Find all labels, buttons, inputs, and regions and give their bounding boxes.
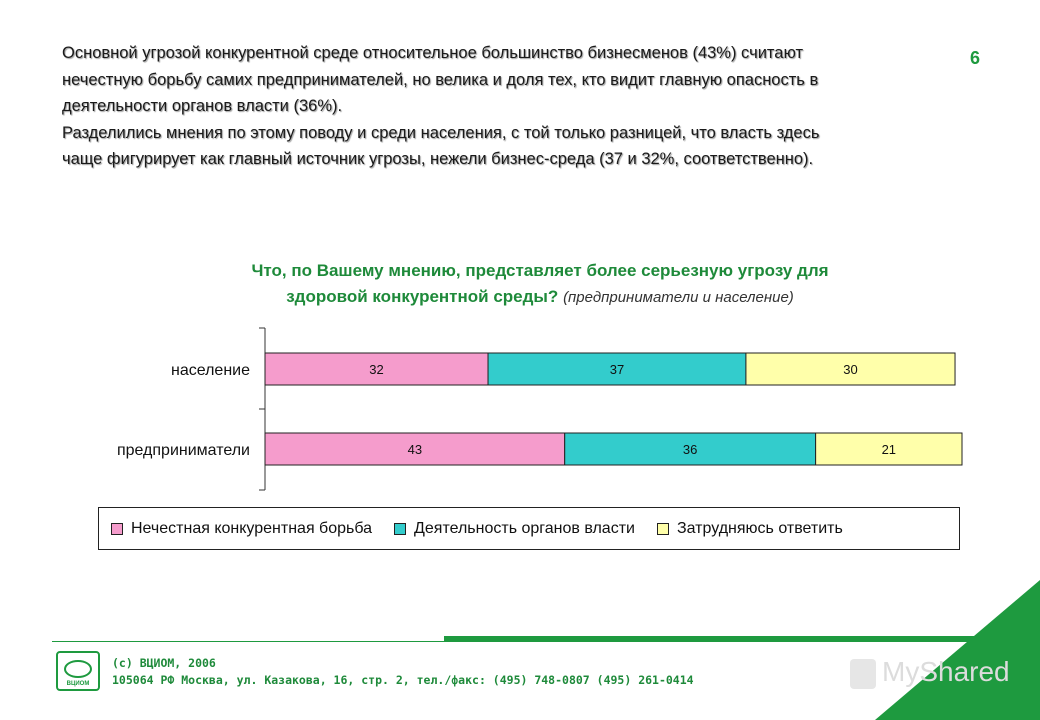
bar-value-label: 21 — [881, 442, 897, 457]
chart-title-line2-text: здоровой конкурентной среды? — [286, 287, 559, 306]
legend-label: Затрудняюсь ответить — [676, 519, 843, 537]
footer-divider — [52, 641, 444, 642]
bar-value-label: 30 — [843, 362, 858, 377]
chart-title-line1: Что, по Вашему мнению, представляет более серьезную угрозу для — [251, 261, 829, 280]
bar-value-label: 36 — [682, 442, 698, 457]
footer-address: 105064 РФ Москва, ул. Казакова, 16, стр. 2, тел./факс: (495) 748-0807 (495) 261-0414 — [112, 673, 694, 687]
watermark — [850, 656, 1010, 689]
category-label: население — [170, 362, 250, 379]
legend-label: Деятельность органов власти — [414, 519, 635, 537]
watermark-text: MyShared — [882, 656, 1010, 687]
chart-legend — [98, 507, 960, 550]
corner-triangle — [875, 580, 1040, 720]
legend-label: Нечестная конкурентная борьба — [131, 519, 373, 537]
bar-value-label: 43 — [407, 442, 423, 457]
category-label: предприниматели — [116, 442, 250, 459]
vciom-logo-icon — [56, 651, 100, 691]
intro-line: Разделились мнения по этому поводу и среди населения, с той только разницей, что власть здесь — [62, 123, 820, 142]
logo-text: ВЦИОМ — [66, 681, 90, 687]
legend-swatch — [657, 523, 669, 535]
intro-line: чаще фигурирует как главный источник угрозы, нежели бизнес-среда (37 и 32%, соответственно). — [62, 150, 814, 168]
page-number: 6 — [970, 48, 981, 68]
chart-subtitle: (предприниматели и население) — [563, 289, 794, 306]
legend-swatch — [394, 523, 406, 535]
watermark-icon — [850, 659, 876, 689]
legend-item — [111, 520, 372, 538]
intro-line: Основной угрозой конкурентной среде относительное большинство бизнесменов (43%) считают — [62, 44, 804, 62]
legend-item — [394, 520, 635, 538]
bar-value-label: 37 — [609, 362, 625, 377]
legend-swatch — [111, 523, 123, 535]
bar-value-label: 32 — [369, 362, 384, 377]
logo-mark — [64, 660, 92, 678]
footer-text — [112, 655, 694, 689]
legend-item — [657, 520, 843, 538]
intro-line: нечестную борьбу самих предпринимателей, но велика и доля тех, кто видит главную опасность в — [62, 70, 819, 89]
intro-line: деятельности органов власти (36%). — [62, 97, 343, 115]
footer-copyright: (с) ВЦИОМ, 2006 — [112, 656, 216, 670]
